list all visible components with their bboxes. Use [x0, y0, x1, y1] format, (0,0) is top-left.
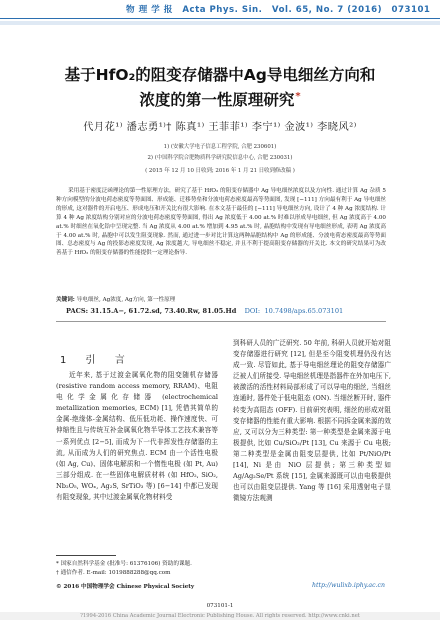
journal-name-cn: 物 理 学 报	[126, 5, 173, 15]
doi-link[interactable]: 10.7498/aps.65.073101	[264, 307, 344, 315]
abstract-separator	[56, 321, 386, 322]
title-footnote-mark: *	[295, 91, 301, 102]
article-number: 073101	[391, 5, 431, 15]
copyright-notice: © 2016 中国物理学会 Chinese Physical Society	[56, 584, 195, 590]
affiliation-1: 1) (安徽大学电子信息工程学院, 合肥 230601)	[163, 144, 277, 150]
abstract: 采用基于密度泛函理论的第一性原理方法，研究了基于 HfO₂ 的阻变存储器中 Ag 导电细丝浓度以及方向性. 通过计算 Ag 杂质 5 种方向模型的分波电荷态密度等势面图、形成能、迁移势垒和分波电荷态密度最高等势面图, 发现 [−111] 方向最有利于 Ag 导电细丝的形成, 这对器件的开启电压、形成电压和开关比有很大影响. 在本文基于最佳的 [−111] 导电细丝方向, 设计了 4 种 Ag 浓度结构. 计算 4 种 Ag 浓度结构分别对应的分波电荷态密度等势面图, 得出 Ag 浓度低于 4.00 at.% 时难以形成导电细丝, 但 Ag 浓度高于 4.00 at.% 时细丝在氧化铪中呈现完整. 当 Ag 浓度从 4.00 at.% 增加到 4.95 at.% 时, 晶胞结构中发现有导电细丝形成, 表明 Ag 浓度高于 4.00 at.% 时, 晶胞中可以发生阻变现象. 然而, 通过进一步对比计算这两种晶胞结构中 Ag 的形成能、分波电荷态密度最高等势面图、总态密度与 Ag 的投影态密度发现, Ag 浓度越大, 导电细丝不稳定, 并且不利于提高阻变存储器的开关比. 本文的研究结果可为改善基于 HfO₂ 的阻变存储器的性能提供一定理论指导.	[56, 188, 386, 257]
section-heading-introduction: 1 引 言	[60, 355, 133, 366]
footnote-funding: * 国家自然科学基金 (批准号: 61376106) 资助的课题.	[56, 561, 192, 567]
journal-volume: Vol. 65, No. 7 (2016)	[271, 5, 383, 15]
affiliation-2: 2) (中国科学院合肥物质科学研究院信息中心, 合肥 230031)	[147, 155, 293, 161]
footnote-corresponding-author: † 通信作者. E-mail: 1019888288@qq.com	[56, 570, 171, 576]
keywords-value: 导电细丝, Ag浓度, Ag方向, 第一性原理	[76, 297, 176, 303]
keywords	[56, 296, 386, 304]
body-text-right-column: 到科研人员的广泛研究. 50 年前, 科研人员就开始对阻变存储器进行研究 [12], 但是至今阻变机理仍没有达成一致. 尽管如此, 基于导电细丝理论的阻变存储器广泛被人们所接受. 导电细丝机理是指器件在外加电压下, 被激活的活性材料局部形成了可以导电的细丝, 当细丝连通时, 器件处于低电阻态 (ON). 当细丝断开时, 器件转变为高阻态 (OFF). 目前研究表明, 细丝的形成对阻变存储器的性能有重大影响. 根据不同拆金属来源的效应, 又可以分为三种类型: 第一种类型是金属来源于电极提供, 比如 Cu/SiO₂/Pt [13], Cu 来源于 Cu 电极; 第二种类型是金属由阻变层提供, 比如 Pt/NiO/Pt [14], Ni 是由 NiO 层提供; 第三种类型如 Ag/Ag₂Se/Pt 系统 [15], 金属来源既可以由电极提供也可以由阻变层提供. Yang 等 [16] 采用透射电子显微镜方法观测	[233, 339, 391, 503]
page-number: 073101-1	[206, 603, 234, 609]
body-text-left-column: 近年来, 基于过渡金属氧化物的阻变随机存储器 (resistive random access memory, RRAM)、电阻电化学金属化存储器 (electrochemical metallization memories, ECM) [1], 凭借其简单的金属-绝缘体-金属结构、低压低功耗、操作速度快、可伸缩性且与传统互补金属氧化物半导体工艺技术兼容等一系列优点 [2−5], 而成为下一代非挥发性存储器的主流, 从而成为人们的研究焦点. ECM 由一个活性电极 (如 Ag, Cu)、固体电解质和一个惰性电极 (如 Pt, Au) 三部分组成. 在一些固体电解质材料 (如 HfO₂, SiO₂, Nb₂O₅, WOₓ, Ag₂S, SrTiO₃ 等) [6−14] 中都已发现有阻变现象, 其中过渡金属氧化物材料受	[56, 371, 218, 502]
author-list: 代月花¹⁾ 潘志勇¹⁾† 陈真¹⁾ 王菲菲¹⁾ 李宁¹⁾ 金波¹⁾ 李晓风²⁾	[83, 122, 357, 133]
footnote-rule	[56, 555, 116, 556]
keywords-label: 关键词:	[56, 297, 75, 303]
doi-label: DOI:	[244, 307, 261, 315]
pacs-value: 31.15.A−, 61.72.sd, 73.40.Rw, 81.05.Hd	[90, 307, 237, 315]
cnki-footer-text: ?1994-2016 China Academic Journal Electronic Publishing House. All rights reserved. http://www.cnki.net	[80, 613, 360, 619]
journal-header-text	[126, 3, 436, 15]
paper-title	[0, 64, 440, 111]
pacs-line	[66, 307, 386, 316]
journal-name-en: Acta Phys. Sin.	[182, 5, 263, 15]
journal-url[interactable]: http://wulixb.iphy.ac.cn	[312, 582, 385, 589]
pacs-label: PACS:	[66, 307, 89, 315]
paper-title-line-1: 基于HfO₂的阻变存储器中Ag导电细丝方向和	[64, 66, 376, 84]
header-band	[0, 21, 440, 25]
header-rule	[0, 18, 440, 19]
received-dates: ( 2015 年 12 月 10 日收到; 2016 年 1 月 21 日收到修改稿 )	[145, 168, 295, 174]
paper-title-line-2: 浓度的第一性原理研究*	[139, 91, 301, 110]
